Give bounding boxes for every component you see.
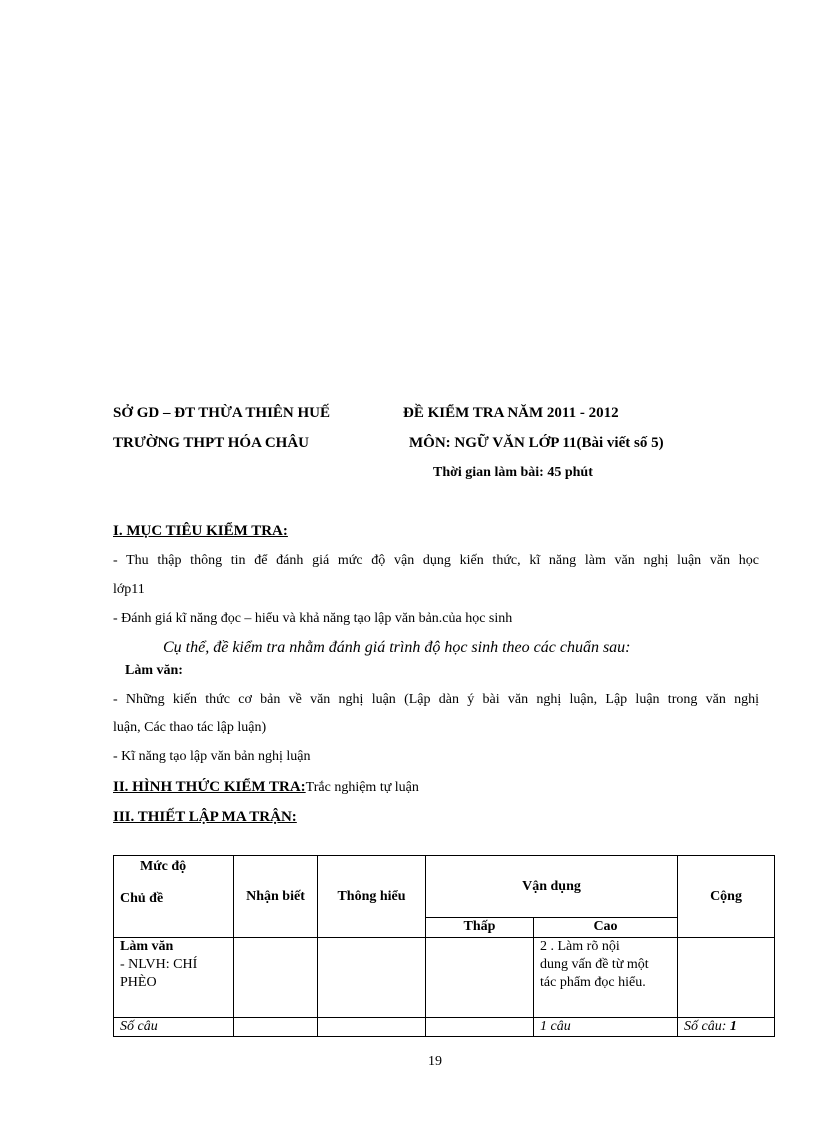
skill-paragraph: - Kĩ năng tạo lập văn bản nghị luận — [113, 749, 311, 764]
cell-thap — [426, 938, 534, 1018]
objective-paragraph-1-cont: lớp11 — [113, 582, 145, 597]
department-name: SỞ GD – ĐT THỪA THIÊN HUẾ — [113, 405, 331, 421]
school-name: TRƯỜNG THPT HÓA CHÂU — [113, 435, 309, 451]
socau-thap — [426, 1018, 534, 1037]
topic-line-2: - NLVH: CHÍ — [120, 957, 198, 972]
row-topic-lamvan — [114, 938, 234, 1018]
exam-subject: MÔN: NGỮ VĂN LỚP 11(Bài viết số 5) — [409, 435, 664, 451]
header-chude: Chủ đề — [120, 891, 164, 906]
section2-line — [113, 779, 419, 796]
header-thap: Thấp — [426, 918, 534, 938]
socau-cao: 1 câu — [534, 1018, 678, 1037]
socau-cong-value: 1 — [729, 1019, 737, 1034]
objective-paragraph-1: - Thu thập thông tin để đánh giá mức độ vận dụng kiến thức, kĩ năng làm văn nghị luận văn học — [113, 553, 759, 568]
socau-cong-label: Số câu: — [684, 1019, 730, 1034]
criteria-intro: Cụ thể, đề kiểm tra nhằm đánh giá trình độ học sinh theo các chuẩn sau: — [163, 639, 631, 656]
header-nhanbiet: Nhận biết — [234, 856, 318, 938]
header-level-topic — [114, 856, 234, 938]
topic-line-1: Làm văn — [120, 939, 174, 954]
objective-paragraph-2: - Đánh giá kĩ năng đọc – hiểu và khả năng tạo lập văn bản.của học sinh — [113, 611, 513, 626]
cao-line-1: 2 . Làm rõ nội — [540, 939, 620, 954]
exam-title: ĐỀ KIỂM TRA NĂM 2011 - 2012 — [403, 405, 619, 421]
section3-heading: III. THIẾT LẬP MA TRẬN: — [113, 809, 297, 825]
cao-line-2: dung vấn đề từ một — [540, 957, 649, 972]
topic-line-3: PHÈO — [120, 975, 157, 990]
section2-text: Trắc nghiệm tự luận — [305, 780, 419, 795]
header-mucdo: Mức độ — [140, 859, 187, 874]
lam-van-label: Làm văn: — [125, 663, 183, 678]
socau-cong — [678, 1018, 775, 1037]
row-socau-label: Số câu — [114, 1018, 234, 1037]
cao-line-3: tác phẩm đọc hiểu. — [540, 975, 646, 990]
cell-cong — [678, 938, 775, 1018]
header-cao: Cao — [534, 918, 678, 938]
socau-thonghieu — [318, 1018, 426, 1037]
socau-nhanbiet — [234, 1018, 318, 1037]
knowledge-paragraph-cont: luận, Các thao tác lập luận) — [113, 720, 267, 735]
header-thonghieu: Thông hiểu — [318, 856, 426, 938]
page-number: 19 — [428, 1054, 442, 1069]
cell-nhanbiet — [234, 938, 318, 1018]
assessment-matrix — [113, 855, 775, 1037]
cell-cao — [534, 938, 678, 1018]
cell-thonghieu — [318, 938, 426, 1018]
section2-heading: II. HÌNH THỨC KIỂM TRA: — [113, 779, 306, 795]
header-vandung: Vận dụng — [426, 856, 678, 918]
section1-heading: I. MỤC TIÊU KIỂM TRA: — [113, 523, 288, 539]
header-cong: Cộng — [678, 856, 775, 938]
knowledge-paragraph: - Những kiến thức cơ bản về văn nghị luận (Lập dàn ý bài văn nghị luận, Lập luận trong văn nghị — [113, 692, 759, 707]
exam-duration: Thời gian làm bài: 45 phút — [433, 465, 593, 480]
